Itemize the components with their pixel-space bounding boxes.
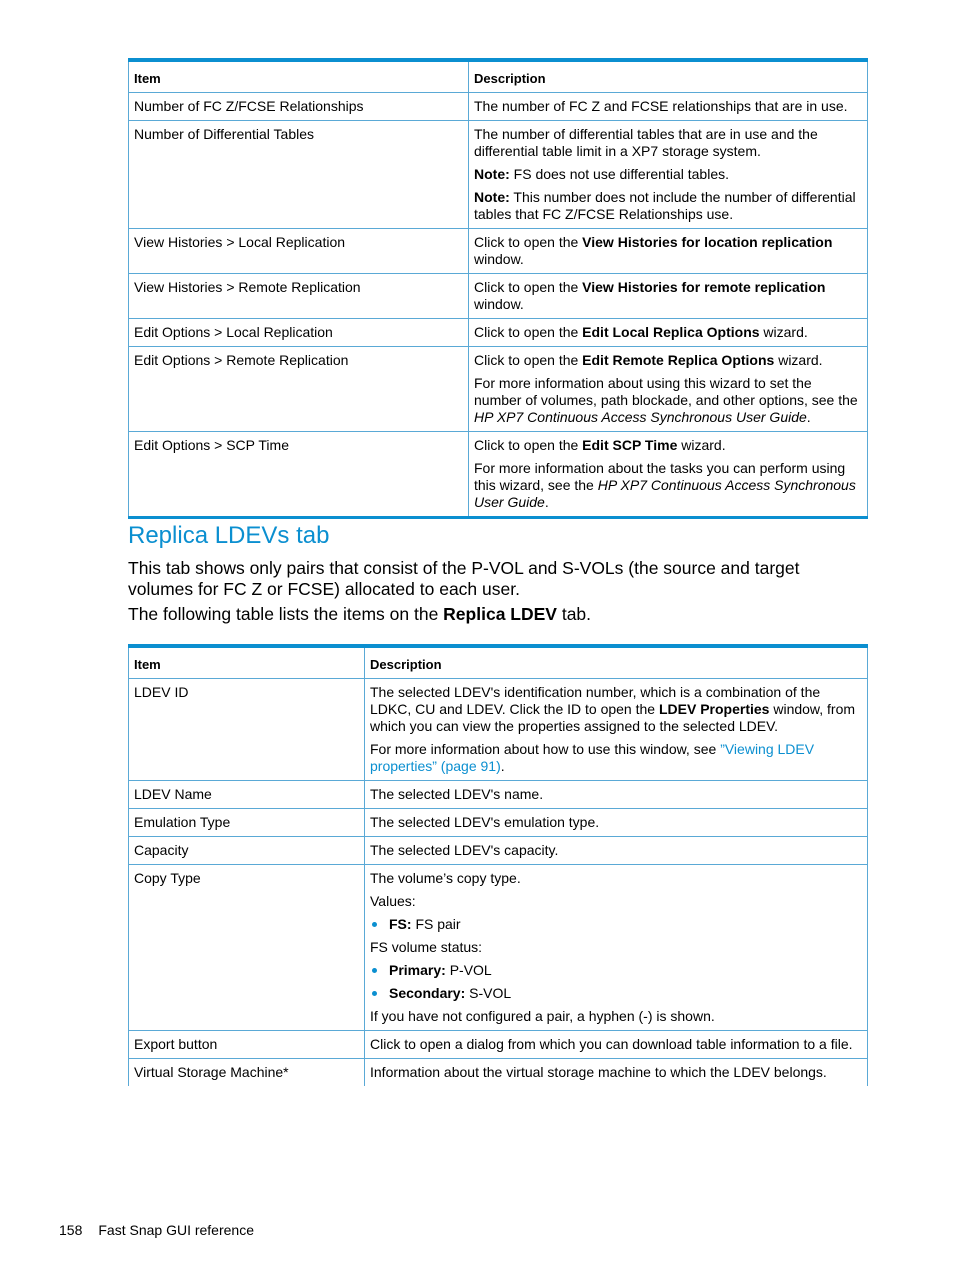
description-paragraph: [370, 1064, 863, 1081]
item-cell: Number of FC Z/FCSE Relationships: [129, 93, 469, 121]
footer-title: Fast Snap GUI reference: [98, 1222, 254, 1238]
description-paragraph: [474, 460, 863, 511]
items-table-2: [128, 644, 868, 1086]
description-cell: [469, 319, 868, 347]
description-paragraph: [474, 437, 863, 454]
bold-text: Secondary:: [389, 985, 466, 1001]
table-row: [129, 432, 868, 518]
description-paragraph: [474, 324, 863, 341]
header-description: Description: [365, 646, 868, 679]
text-run: The selected LDEV's name.: [370, 786, 544, 802]
text-run: Click to open the: [474, 234, 583, 250]
item-cell: Edit Options > Remote Replication: [129, 347, 469, 432]
description-cell: [469, 432, 868, 518]
text-run: P-VOL: [445, 962, 492, 978]
text-run: For more information about the tasks you can perform using this wizard, see the: [474, 460, 846, 493]
text-run: Click to open the: [474, 352, 583, 368]
description-paragraph: [474, 166, 863, 183]
bold-text: FS:: [389, 916, 412, 932]
text-run: Click to open the: [474, 279, 583, 295]
table-row: [129, 679, 868, 781]
text-run: window.: [474, 251, 524, 267]
bold-text: View Histories for remote replication: [582, 279, 826, 295]
bullet-list: [370, 916, 863, 933]
bullet-item: [370, 962, 863, 979]
description-paragraph: [370, 741, 863, 775]
bullet-list: [370, 962, 863, 1002]
item-cell: Capacity: [129, 837, 365, 865]
bold-text: Edit SCP Time: [582, 437, 678, 453]
section-intro: This tab shows only pairs that consist of the P-VOL and S-VOLs (the source and target volumes for FC Z or FCSE) allocated to each user.: [128, 558, 800, 599]
header-description: Description: [469, 60, 868, 93]
table-header-row: [129, 60, 868, 93]
description-paragraph: [370, 684, 863, 735]
text-run: Click to open the: [474, 324, 583, 340]
text-run: Values:: [370, 893, 416, 909]
text-run: For more information about using this wizard to set the number of volumes, path blockade, and other options, see the: [474, 375, 858, 408]
text-run: .: [500, 758, 505, 774]
description-cell: [365, 781, 868, 809]
text-run: .: [806, 409, 811, 425]
table-header-row: [129, 646, 868, 679]
table-row: [129, 1059, 868, 1087]
description-paragraph: [474, 126, 863, 160]
bullet-item: [370, 985, 863, 1002]
table-row: [129, 837, 868, 865]
table-intro: [128, 604, 868, 625]
text-run: The selected LDEV's emulation type.: [370, 814, 600, 830]
items-table-1: [128, 58, 868, 519]
doc-title-italic: HP XP7 Continuous Access Synchronous User Guide: [474, 477, 856, 510]
bullet-item: [370, 916, 863, 933]
bold-text: Primary:: [389, 962, 446, 978]
item-cell: Virtual Storage Machine*: [129, 1059, 365, 1087]
text-run: Click to open the: [474, 437, 583, 453]
description-paragraph: [370, 870, 863, 887]
text-run: The selected LDEV's identification number, which is a combination of the LDKC, CU and LDEV. Click the ID to open the: [370, 684, 821, 717]
item-cell: LDEV ID: [129, 679, 365, 781]
header-item: Item: [129, 646, 365, 679]
item-cell: View Histories > Local Replication: [129, 229, 469, 274]
table-row: [129, 121, 868, 229]
item-cell: Export button: [129, 1031, 365, 1059]
bold-text: Note:: [474, 166, 510, 182]
description-cell: [365, 809, 868, 837]
cross-reference-link[interactable]: ”Viewing LDEV properties” (page 91): [370, 741, 815, 774]
header-item: Item: [129, 60, 469, 93]
item-cell: Copy Type: [129, 865, 365, 1031]
bold-text: Edit Local Replica Options: [582, 324, 760, 340]
text-run: FS pair: [411, 916, 461, 932]
text-run: window, from which you can view the properties assigned to the selected LDEV.: [370, 701, 856, 734]
text-run: FS volume status:: [370, 939, 483, 955]
description-cell: [365, 1059, 868, 1087]
description-cell: [365, 837, 868, 865]
item-cell: LDEV Name: [129, 781, 365, 809]
table-row: [129, 1031, 868, 1059]
table-row: [129, 347, 868, 432]
text-run: window.: [474, 296, 524, 312]
description-paragraph: [474, 189, 863, 223]
description-paragraph: [370, 1036, 863, 1053]
text-run: This number does not include the number of differential tables that FC Z/FCSE Relationships use.: [474, 189, 856, 222]
item-cell: Edit Options > SCP Time: [129, 432, 469, 518]
description-cell: [365, 679, 868, 781]
text-run: tab.: [556, 604, 592, 624]
description-paragraph: [370, 939, 863, 956]
table-row: [129, 319, 868, 347]
description-cell: [365, 1031, 868, 1059]
bold-text: Replica LDEV: [443, 604, 557, 624]
text-run: For more information about how to use this window, see: [370, 741, 721, 757]
item-cell: View Histories > Remote Replication: [129, 274, 469, 319]
description-paragraph: [370, 893, 863, 910]
table-row: [129, 93, 868, 121]
bold-text: LDEV Properties: [658, 701, 770, 717]
text-run: Click to open a dialog from which you can download table information to a file.: [370, 1036, 853, 1052]
text-run: S-VOL: [465, 985, 512, 1001]
description-cell: [469, 347, 868, 432]
description-cell: [469, 121, 868, 229]
item-cell: Number of Differential Tables: [129, 121, 469, 229]
text-run: If you have not configured a pair, a hyphen (-) is shown.: [370, 1008, 715, 1024]
text-run: The selected LDEV's capacity.: [370, 842, 559, 858]
description-paragraph: [370, 1008, 863, 1025]
text-run: wizard.: [774, 352, 823, 368]
table-row: [129, 781, 868, 809]
table-row: [129, 274, 868, 319]
page-number: 158: [59, 1222, 83, 1238]
description-paragraph: [474, 352, 863, 369]
bold-text: View Histories for location replication: [582, 234, 833, 250]
doc-title-italic: HP XP7 Continuous Access Synchronous User Guide: [474, 409, 807, 425]
text-run: wizard.: [677, 437, 726, 453]
table-row: [129, 865, 868, 1031]
bold-text: Note:: [474, 189, 510, 205]
page-footer: [59, 1222, 254, 1238]
text-run: Information about the virtual storage machine to which the LDEV belongs.: [370, 1064, 827, 1080]
description-paragraph: [474, 98, 863, 115]
table-row: [129, 229, 868, 274]
description-paragraph: [474, 375, 863, 426]
description-paragraph: [474, 279, 863, 313]
section-title: Replica LDEVs tab: [128, 522, 330, 549]
description-cell: [469, 274, 868, 319]
bold-text: Edit Remote Replica Options: [582, 352, 775, 368]
description-paragraph: [370, 814, 863, 831]
description-cell: [365, 865, 868, 1031]
description-cell: [469, 229, 868, 274]
description-paragraph: [370, 842, 863, 859]
text-run: .: [544, 494, 549, 510]
table-row: [129, 809, 868, 837]
text-run: FS does not use differential tables.: [509, 166, 729, 182]
text-run: The volume’s copy type.: [370, 870, 521, 886]
description-paragraph: [370, 786, 863, 803]
description-paragraph: [474, 234, 863, 268]
item-cell: Emulation Type: [129, 809, 365, 837]
text-run: wizard.: [759, 324, 808, 340]
item-cell: Edit Options > Local Replication: [129, 319, 469, 347]
text-run: The number of FC Z and FCSE relationships that are in use.: [474, 98, 848, 114]
description-cell: [469, 93, 868, 121]
text-run: The following table lists the items on the: [128, 604, 444, 624]
text-run: The number of differential tables that are in use and the differential table limit in a XP7 storage system.: [474, 126, 818, 159]
